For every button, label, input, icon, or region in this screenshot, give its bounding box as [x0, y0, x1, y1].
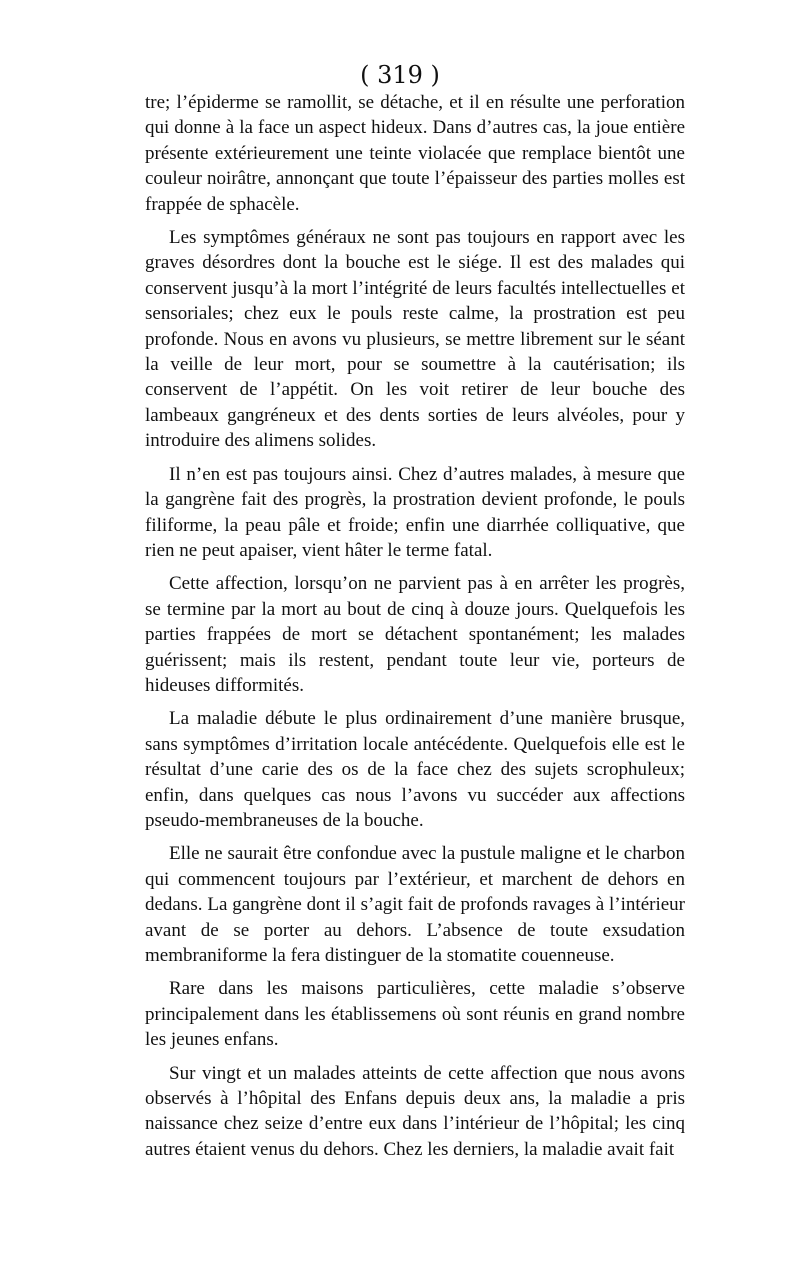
paragraph-outcome: Cette affection, lorsqu’on ne parvient pas à en arrêter les progrès, se termine par la mort au bout de cinq à douze jours. Quelquefois les parties frappées de mort se détachent spontanément; les malades guérissent; mais ils restent, pendant toute leur vie, porteurs de hideuses difformités. — [145, 573, 685, 696]
body-text — [145, 90, 685, 1170]
paragraph-progression: Il n’en est pas toujours ainsi. Chez d’autres malades, à mesure que la gangrène fait des progrès, la prostration devient profonde, le pouls filiforme, la peau pâle et froide; enfin une diarrhée colliquative, que rien ne peut apaiser, vient hâter le terme fatal. — [145, 463, 685, 561]
paragraph-continuation: tre; l’épiderme se ramollit, se détache, et il en résulte une perforation qui donne à la face un aspect hideux. Dans d’autres cas, la joue entière présente extérieurement une teinte violacée que remplace bientôt une couleur noirâtre, annonçant que toute l’épaisseur des parties molles est frappée de sphacèle. — [145, 92, 685, 215]
paragraph-onset: La maladie débute le plus ordinairement d’une manière brusque, sans symptômes d’irritation locale antécédente. Quelquefois elle est le résultat d’une carie des os de la face chez des sujets scrophuleux; enfin, dans quelques cas nous l’avons vu succéder aux affections pseudo-membraneuses de la bouche. — [145, 708, 685, 831]
paragraph-hospital-cases: Sur vingt et un malades atteints de cette affection que nous avons observés à l’hôpital des Enfans depuis deux ans, la maladie a pris naissance chez seize d’entre eux dans l’intérieur de l’hôpital; les cinq autres étaient venus du dehors. Chez les derniers, la maladie avait fait — [145, 1062, 685, 1160]
page-number: ( 319 ) — [360, 61, 440, 89]
paragraph-differential: Elle ne saurait être confondue avec la pustule maligne et le charbon qui commencent toujours par l’extérieur, et marchent de dehors en dedans. La gangrène dont il s’agit fait de profonds ravages à l’intérieur avant de se porter au dehors. L’absence de toute exsudation membraniforme la fera distinguer de la stomatite couenneuse. — [145, 843, 685, 966]
paragraph-general-symptoms: Les symptômes généraux ne sont pas toujours en rapport avec les graves désordres dont la bouche est le siége. Il est des malades qui conservent jusqu’à la mort l’intégrité de leurs facultés intellectuelles et sensoriales; chez eux le pouls reste calme, la prostration est peu profonde. Nous en avons vu plusieurs, se mettre librement sur le séant la veille de leur mort, pour se soumettre à la cautérisation; ils conservent de l’appétit. On les voit retirer de leur bouche des lambeaux gangréneux et des dents sorties de leurs alvéoles, pour y introduire des alimens solides. — [145, 227, 685, 452]
paragraph-prevalence: Rare dans les maisons particulières, cette maladie s’observe principalement dans les établissemens où sont réunis en grand nombre les jeunes enfans. — [145, 978, 685, 1051]
